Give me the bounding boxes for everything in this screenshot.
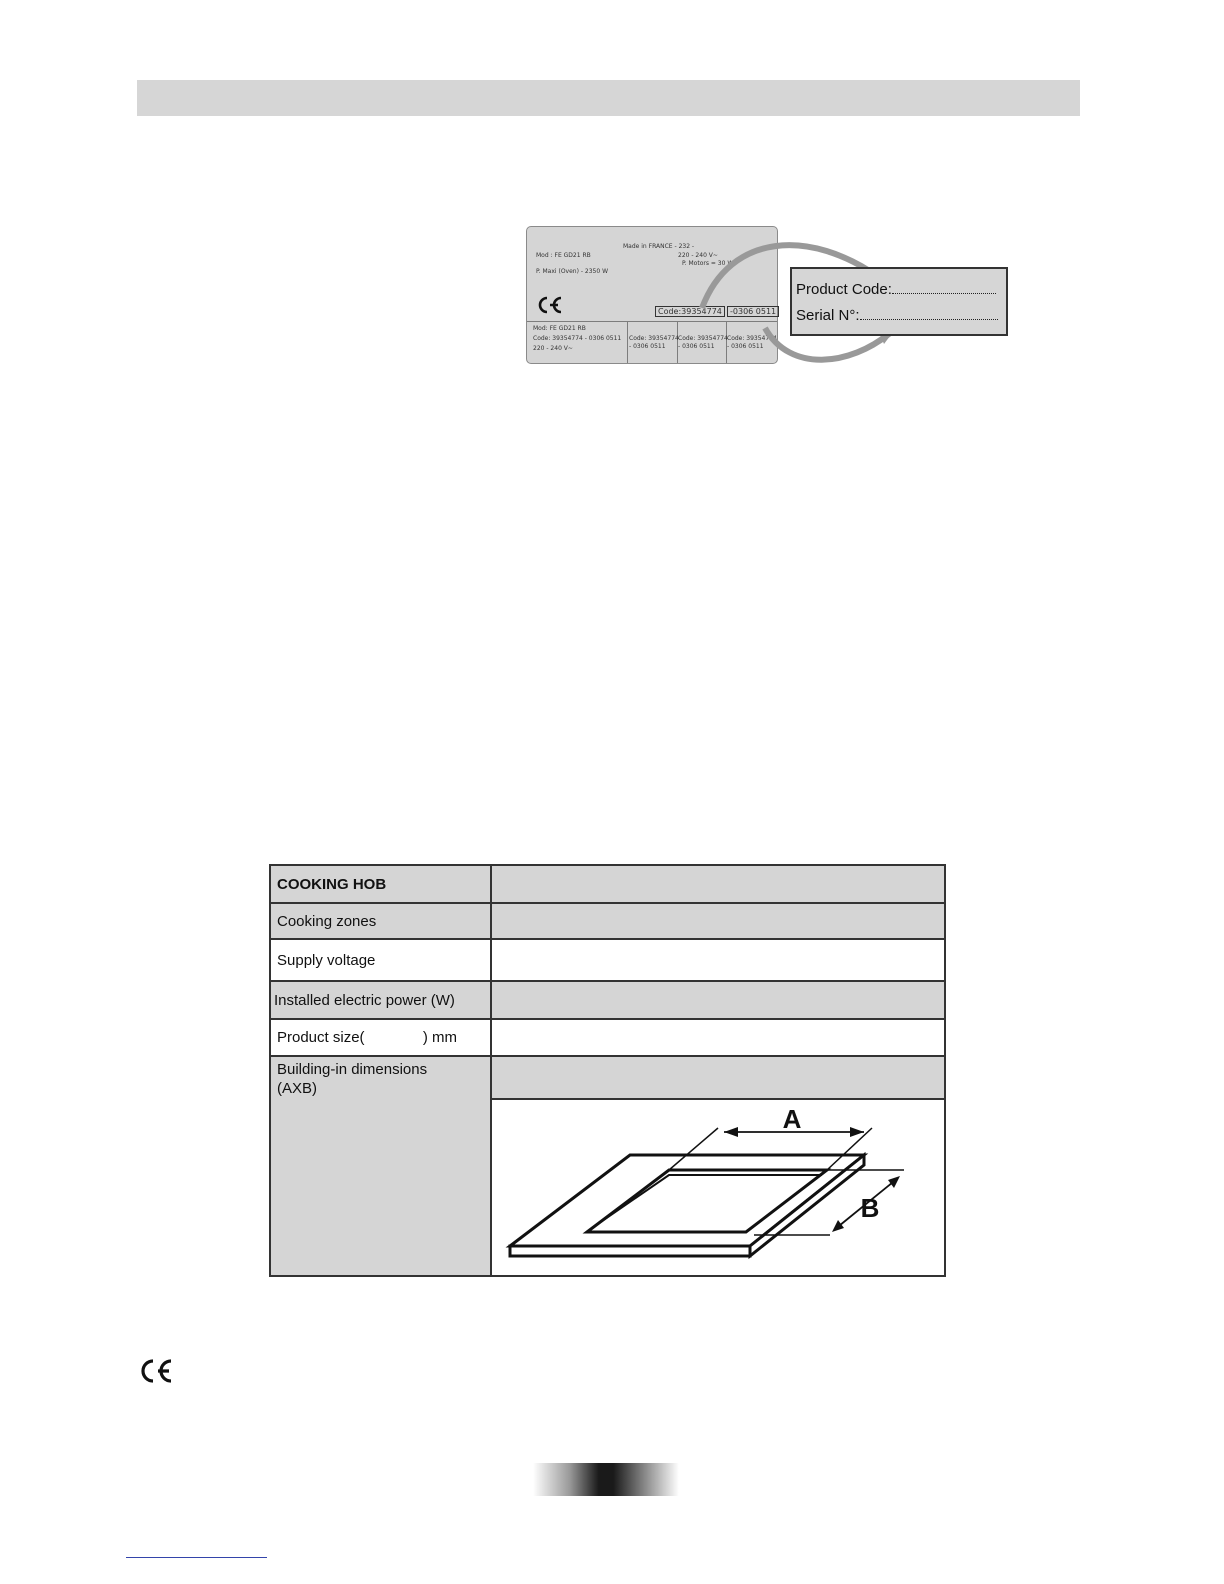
stub-code-b: - 0306 0511 (629, 343, 666, 350)
plate-code-box: Code:39354774 (655, 306, 725, 317)
spec-value-cooking-zones (492, 904, 944, 938)
spec-value-building-in (492, 1057, 944, 1098)
dimension-a-label: A (782, 1104, 802, 1134)
page-number-tab (533, 1463, 679, 1496)
building-in-label-text: Building-in dimensions (AXB) (277, 1061, 428, 1097)
spec-label-supply-voltage: Supply voltage (271, 940, 492, 980)
plate-power-max: P. Maxi (Oven) - 2350 W (536, 268, 609, 275)
stub-code: Code: 39354774 - 0306 0511 (533, 335, 622, 342)
spec-value-supply-voltage (492, 940, 944, 980)
stub-voltage: 220 - 240 V~ (533, 345, 573, 352)
product-code-blank (892, 293, 996, 294)
footer-link-line (126, 1557, 267, 1558)
plate-made-in: Made in FRANCE - 232 - (623, 243, 695, 250)
plate-power-motors: P. Motors = 30 W (682, 260, 734, 267)
building-in-diagram-cell (492, 1100, 944, 1275)
spec-label-product-size: Product size( ) mm (271, 1020, 492, 1055)
identification-box (790, 267, 1008, 336)
product-code-label: Product Code: (796, 281, 892, 298)
plate-model: Mod : FE GD21 RB (536, 252, 591, 259)
spec-label-cooking-hob: COOKING HOB (271, 866, 492, 902)
plate-stub-divider (627, 322, 628, 363)
stub-model: Mod: FE GD21 RB (533, 325, 586, 332)
stub-code-b: - 0306 0511 (727, 343, 764, 350)
serial-number-label: Serial N°: (796, 307, 860, 324)
serial-number-blank (860, 319, 998, 320)
spec-value-product-size (492, 1020, 944, 1055)
spec-label-installed-power: Installed electric power (W) (271, 982, 492, 1018)
plate-voltage: 220 - 240 V~ (678, 252, 718, 259)
ce-mark-logo (138, 1357, 174, 1385)
cutout-diagram (492, 1100, 944, 1275)
stub-code-b: - 0306 0511 (678, 343, 715, 350)
stub-code-a: Code: 39354774 (727, 335, 777, 342)
specification-table (269, 864, 946, 1277)
section-header-bar (137, 80, 1080, 116)
spec-value-installed-power (492, 982, 944, 1018)
spec-value-cooking-hob (492, 866, 944, 902)
plate-serial-box: -0306 0511 (727, 306, 779, 317)
stub-code-a: Code: 39354774 (629, 335, 679, 342)
stub-code-a: Code: 39354774 (678, 335, 728, 342)
spec-label-building-in (271, 1057, 492, 1275)
plate-ce-logo (535, 295, 563, 315)
spec-label-cooking-zones: Cooking zones (271, 904, 492, 938)
dimension-b-label: B (860, 1193, 880, 1223)
